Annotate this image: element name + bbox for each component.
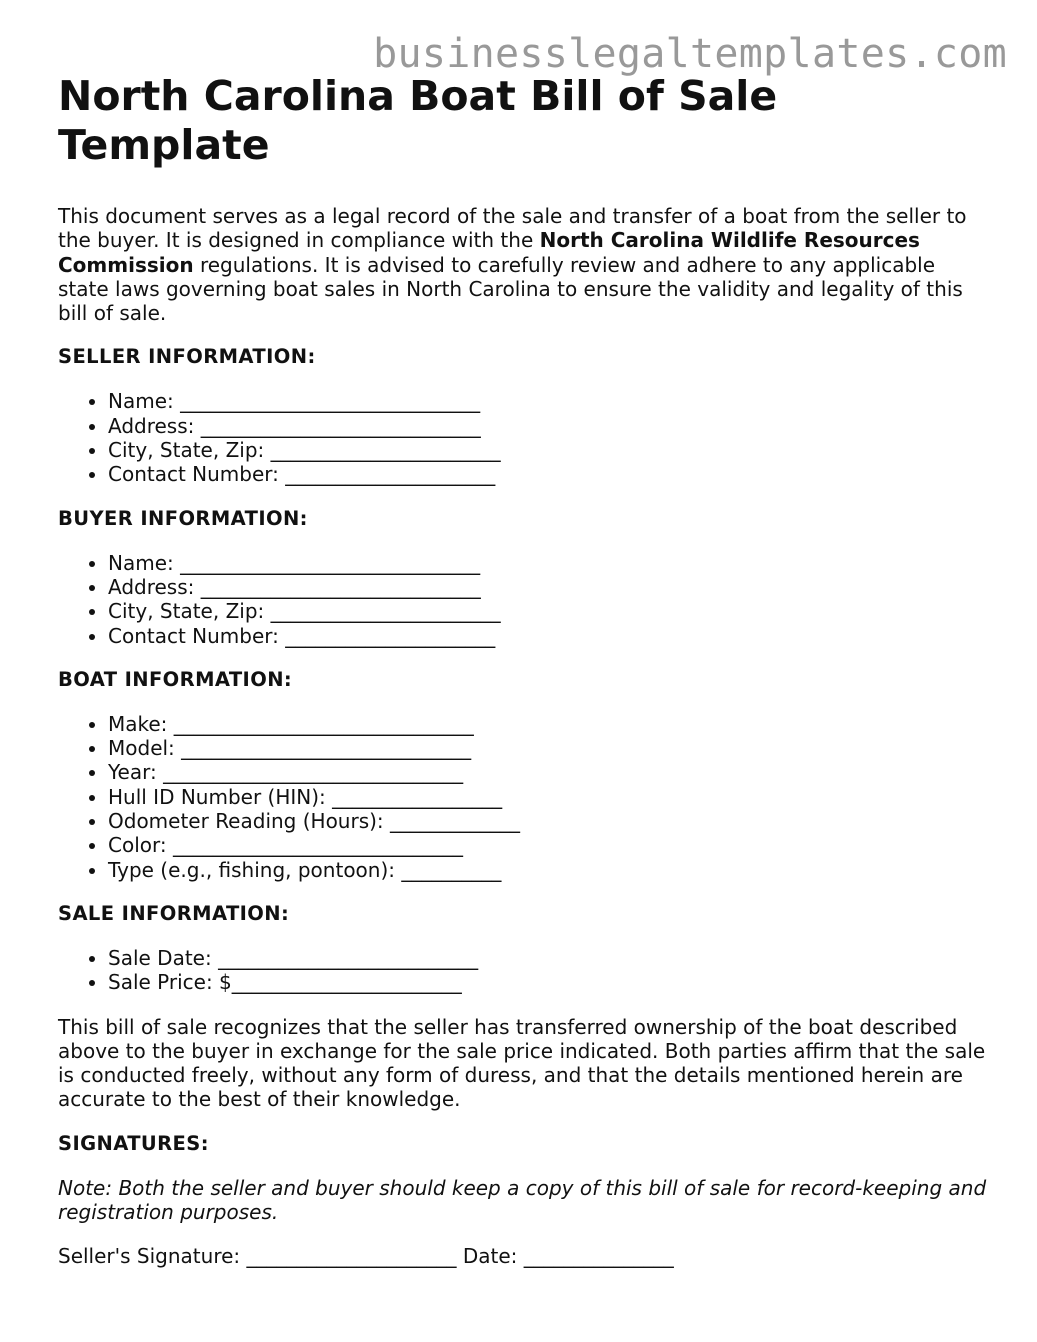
boat-model-field[interactable]: • Model: _____________________________ — [108, 736, 988, 760]
sale-date-field[interactable]: • Sale Date: __________________________ — [108, 946, 988, 970]
boat-hin-field[interactable]: • Hull ID Number (HIN): _________________ — [108, 785, 988, 809]
seller-name-field[interactable]: • Name: ______________________________ — [108, 389, 988, 413]
seller-address-field[interactable]: • Address: ____________________________ — [108, 414, 988, 438]
boat-list — [58, 712, 988, 882]
buyer-name-field[interactable]: • Name: ______________________________ — [108, 551, 988, 575]
page-title: North Carolina Boat Bill of Sale Template — [58, 72, 778, 169]
signatures-heading: SIGNATURES: — [58, 1131, 209, 1155]
seller-heading: SELLER INFORMATION: — [58, 345, 316, 369]
seller-list — [58, 389, 988, 486]
sale-list — [58, 946, 988, 995]
seller-signature-line[interactable]: Seller's Signature: _____________________ Date: _______________ — [58, 1244, 674, 1269]
boat-heading: BOAT INFORMATION: — [58, 667, 293, 691]
boat-type-field[interactable]: • Type (e.g., fishing, pontoon): __________ — [108, 858, 988, 882]
sale-price-field[interactable]: • Sale Price: $_______________________ — [108, 970, 988, 994]
buyer-heading: BUYER INFORMATION: — [58, 506, 308, 530]
intro-text-2: regulations. It is advised to carefully review and adhere to any applicable state laws governing boat sales in North Carolina to ensure the validity and legality of this bill of sale. — [58, 252, 963, 326]
intro-bold-agency: North Carolina Wildlife Resources Commission — [58, 228, 920, 277]
buyer-city-state-zip-field[interactable]: • City, State, Zip: _______________________ — [108, 599, 988, 623]
sale-heading: SALE INFORMATION: — [58, 901, 290, 925]
signatures-note: Note: Both the seller and buyer should keep a copy of this bill of sale for record-keeping and registration purposes. — [58, 1175, 987, 1225]
seller-city-state-zip-field[interactable]: • City, State, Zip: _______________________ — [108, 438, 988, 462]
buyer-list — [58, 551, 988, 648]
boat-make-field[interactable]: • Make: ______________________________ — [108, 712, 988, 736]
closing-paragraph: This bill of sale recognizes that the seller has transferred ownership of the boat described above to the buyer in exchange for the sale price indicated. Both parties affirm that the sale is conducted freely, without any form of duress, and that the details mentioned herein are accurate to the best of their knowledge. — [58, 1014, 986, 1112]
boat-year-field[interactable]: • Year: ______________________________ — [108, 760, 988, 784]
document-page — [58, 72, 988, 1269]
buyer-address-field[interactable]: • Address: ____________________________ — [108, 575, 988, 599]
intro-text-1: This document serves as a legal record of the sale and transfer of a boat from the seller to the buyer. It is designed in compliance with the — [58, 204, 967, 253]
buyer-contact-number-field[interactable]: • Contact Number: _____________________ — [108, 624, 988, 648]
boat-color-field[interactable]: • Color: _____________________________ — [108, 833, 988, 857]
watermark: businesslegaltemplates.com — [373, 31, 1007, 77]
boat-odometer-field[interactable]: • Odometer Reading (Hours): _____________ — [108, 809, 988, 833]
seller-contact-number-field[interactable]: • Contact Number: _____________________ — [108, 462, 988, 486]
intro-paragraph — [58, 204, 988, 325]
